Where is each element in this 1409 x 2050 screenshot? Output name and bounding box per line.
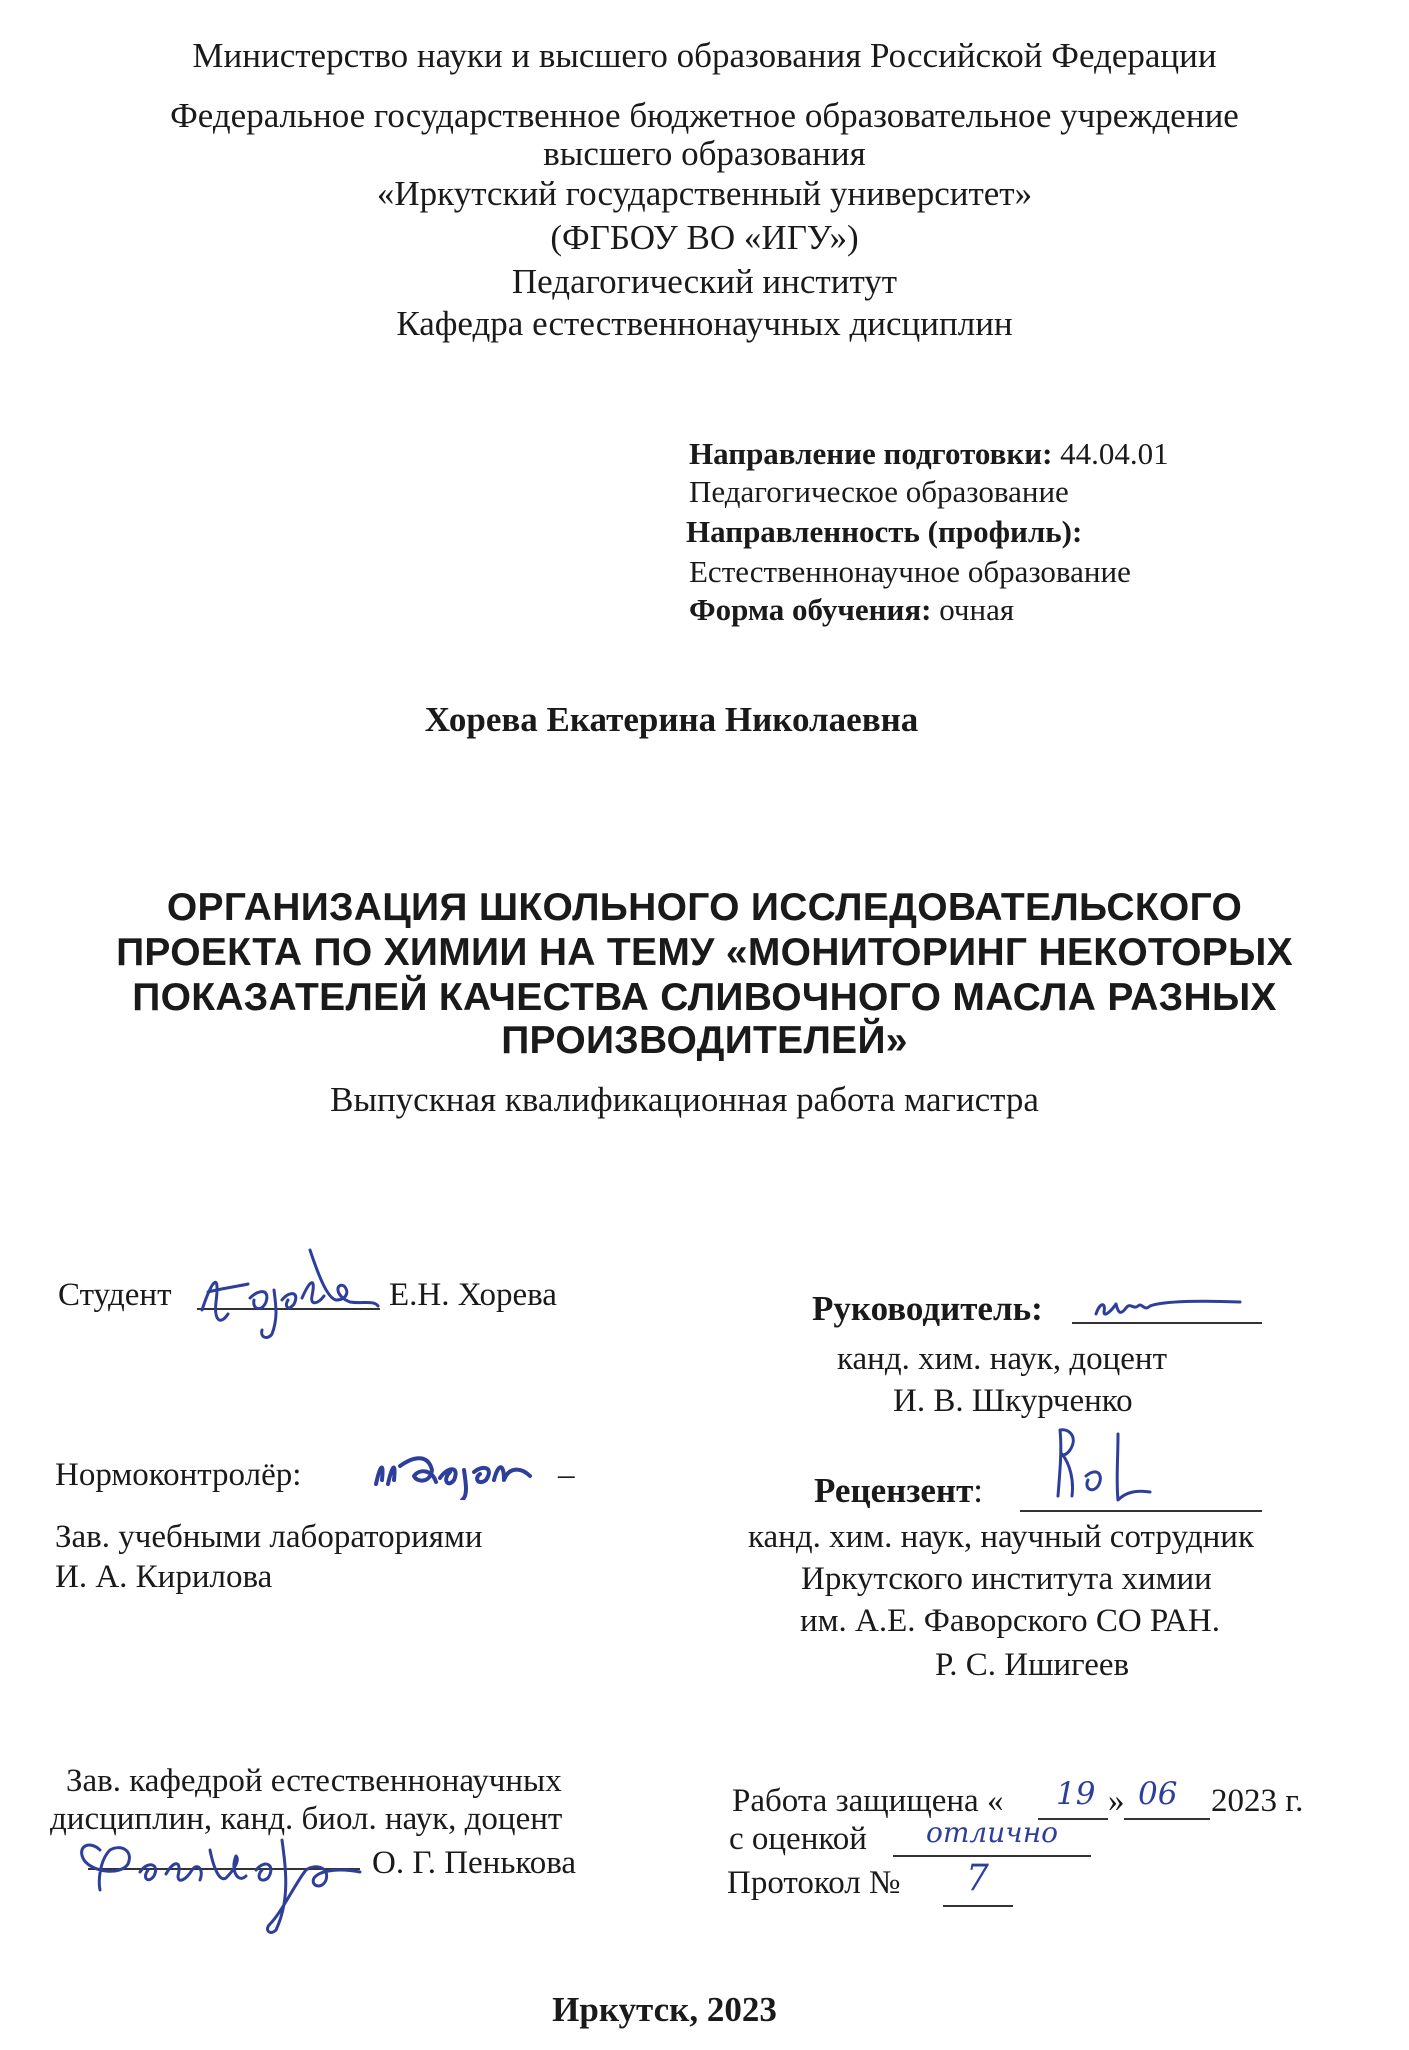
defense-month: 06 [1138,1776,1178,1812]
direction-code: 44.04.01 [1060,436,1169,471]
author-name: Хорева Екатерина Николаевна [424,700,919,739]
student-label: Студент [58,1277,172,1313]
head-signature [70,1820,370,1950]
reviewer-institute-name: им. А.Е. Фаворского СО РАН. [800,1603,1220,1639]
head-signature-line [88,1868,360,1870]
institute-name: Педагогический институт [511,262,898,301]
normcontrol-dash: – [558,1457,575,1493]
department-name: Кафедра естественнонаучных дисциплин [396,304,1013,343]
reviewer-signature-line [1020,1510,1262,1512]
supervisor-name: И. В. Шкурченко [893,1383,1133,1419]
education-level-line: высшего образования [543,134,866,173]
direction-label: Направление подготовки: [689,436,1053,471]
study-form-line [689,592,1014,628]
normcontrol-name: И. А. Кирилова [55,1559,273,1595]
university-name: «Иркутский государственный университет» [376,174,1033,213]
head-name: О. Г. Пенькова [372,1845,577,1881]
supervisor-label: Руководитель: [812,1289,1043,1328]
reviewer-name: Р. С. Ишигеев [935,1647,1130,1683]
grade-line [893,1855,1091,1857]
protocol-number: 7 [966,1858,989,1899]
protocol-number-line [943,1905,1013,1907]
defense-date-separator: » [1108,1783,1125,1819]
supervisor-signature [1090,1290,1250,1330]
defense-month-line [1124,1818,1210,1820]
direction-line [689,436,1169,472]
grade-label: с оценкой [729,1821,867,1857]
title-line: ПОКАЗАТЕЛЕЙ КАЧЕСТВА СЛИВОЧНОГО МАСЛА РАЗНЫХ [132,976,1277,1019]
profile-value: Естественнонаучное образование [689,554,1131,589]
student-signature-line [197,1308,380,1310]
reviewer-institute: Иркутского института химии [801,1561,1212,1597]
title-line: ОРГАНИЗАЦИЯ ШКОЛЬНОГО ИССЛЕДОВАТЕЛЬСКОГО [166,886,1243,929]
defense-day: 19 [1056,1776,1096,1812]
defense-year: 2023 г. [1211,1783,1304,1819]
profile-label: Направленность (профиль): [686,514,1083,549]
institution-line: Федеральное государственное бюджетное образовательное учреждение [170,96,1239,135]
supervisor-degree: канд. хим. наук, доцент [837,1341,1168,1377]
normcontrol-signature [370,1440,540,1500]
grade-value: отлично [926,1816,1058,1849]
study-form-value: очная [939,592,1015,627]
protocol-label: Протокол № [727,1865,901,1901]
defense-prefix: Работа защищена « [732,1783,1004,1819]
normcontrol-label: Нормоконтролёр: [55,1457,302,1493]
reviewer-degree: канд. хим. наук, научный сотрудник [748,1519,1254,1555]
reviewer-signature [1040,1420,1160,1510]
normcontrol-position: Зав. учебными лабораториями [55,1519,483,1555]
city-year: Иркутск, 2023 [552,1990,777,2029]
student-name: Е.Н. Хорева [389,1277,557,1313]
student-signature [190,1240,380,1350]
title-line: ПРОИЗВОДИТЕЛЕЙ» [501,1019,908,1062]
ministry-line: Министерство науки и высшего образования Российской Федерации [192,36,1217,75]
work-type: Выпускная квалификационная работа магистра [330,1080,1039,1119]
reviewer-label: Рецензент: [814,1471,984,1510]
direction-name: Педагогическое образование [689,474,1069,509]
head-position-line1: Зав. кафедрой естественнонаучных [66,1763,562,1799]
university-abbr: (ФГБОУ ВО «ИГУ») [550,218,859,257]
title-line: ПРОЕКТА ПО ХИМИИ НА ТЕМУ «МОНИТОРИНГ НЕКОТОРЫХ [116,931,1293,974]
study-form-label: Форма обучения: [689,592,932,627]
supervisor-signature-line [1072,1322,1262,1324]
head-position-line2: дисциплин, канд. биол. наук, доцент [50,1801,563,1837]
